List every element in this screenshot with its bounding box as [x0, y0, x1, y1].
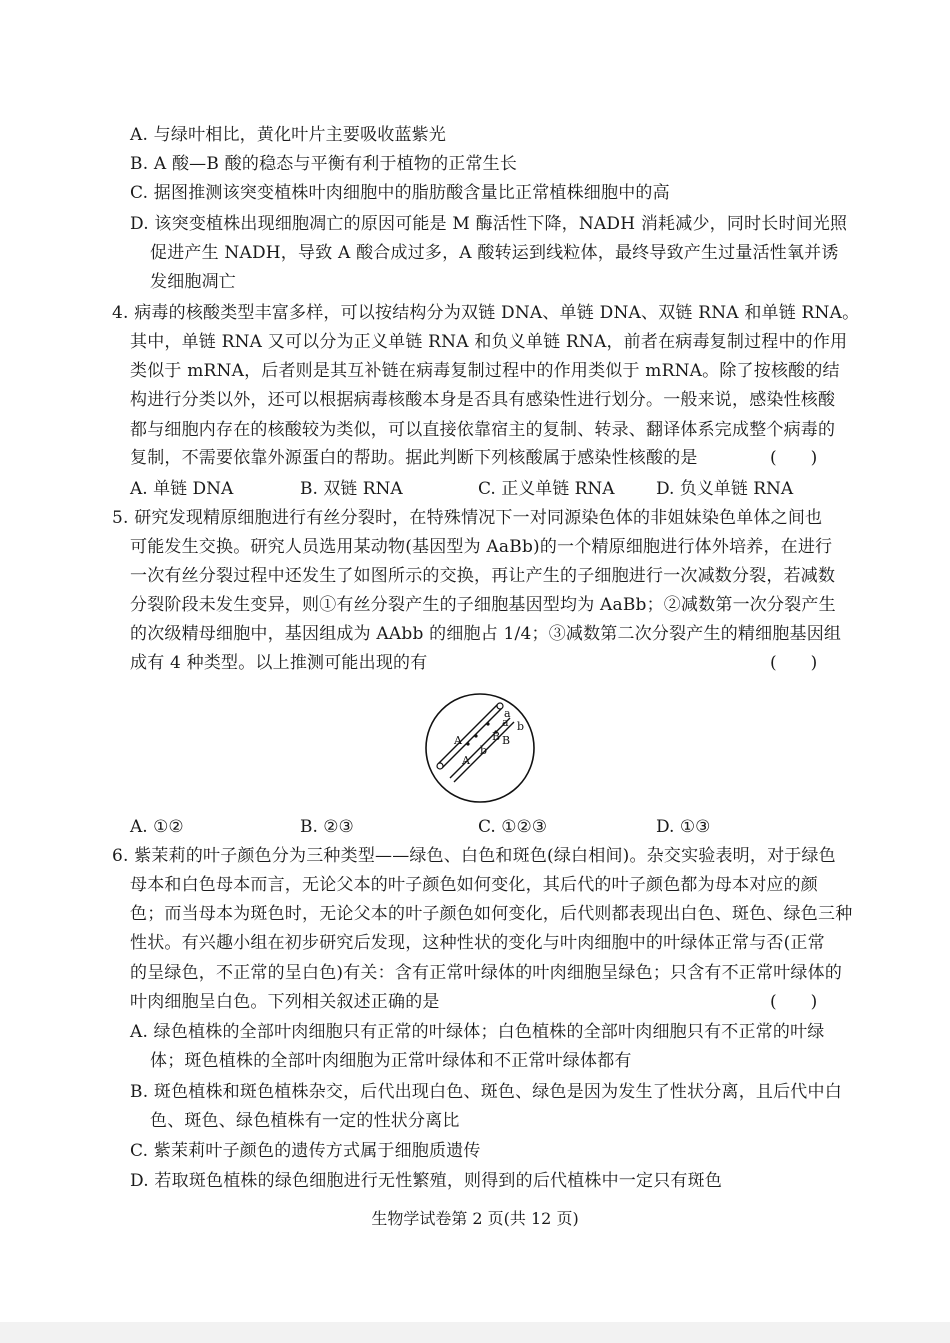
- q4-stem-line: 4. 病毒的核酸类型丰富多样，可以按结构分为双链 DNA、单链 DNA、双链 RNA 和单链 RNA。: [112, 303, 860, 323]
- q4-option-c: C. 正义单链 RNA: [478, 479, 615, 499]
- q4-option-a: A. 单链 DNA: [130, 479, 234, 499]
- gene-label: a: [504, 707, 511, 720]
- q5-answer-paren: ( ): [770, 653, 818, 673]
- q6-option-b: B. 斑色植株和斑色植株杂交，后代出现白色、斑色、绿色是因为发生了性状分离，且后代中白: [130, 1082, 842, 1102]
- q3-option-b: B. A 酸—B 酸的稳态与平衡有利于植物的正常生长: [130, 154, 518, 174]
- q5-options: [0, 816, 950, 838]
- q3-option-d: D. 该突变植株出现细胞凋亡的原因可能是 M 酶活性下降，NADH 消耗减少，同时长时间光照: [130, 214, 848, 234]
- q6-option-b-cont: 色、斑色、绿色植株有一定的性状分离比: [150, 1111, 460, 1131]
- q6-option-d: D. 若取斑色植株的绿色细胞进行无性繁殖，则得到的后代植株中一定只有斑色: [130, 1171, 723, 1191]
- gene-locus: [486, 722, 489, 725]
- q5-stem-line: 的次级精母细胞中，基因组成为 AAbb 的细胞占 1/4；③减数第二次分裂产生的精细胞基因组: [130, 624, 842, 644]
- q3-option-c: C. 据图推测该突变植株叶肉细胞中的脂肪酸含量比正常植株细胞中的高: [130, 183, 670, 203]
- q3-option-d-cont: 促进产生 NADH，导致 A 酸合成过多，A 酸转运到线粒体，最终导致产生过量活性氧并诱: [150, 243, 839, 263]
- q5-option-a: A. ①②: [130, 817, 184, 837]
- q5-option-d: D. ①③: [656, 817, 711, 837]
- q4-stem-line: 类似于 mRNA，后者则是其互补链在病毒复制过程中的作用类似于 mRNA。除了按核酸的结: [130, 361, 840, 381]
- gene-label: a: [502, 716, 509, 729]
- q5-stem-line: 分裂阶段未发生变异，则①有丝分裂产生的子细胞基因型均为 AaBb；②减数第一次分裂产生: [130, 595, 836, 615]
- q5-stem-line: 可能发生交换。研究人员选用某动物(基因型为 AaBb)的一个精原细胞进行体外培养，在进行: [130, 537, 833, 557]
- q6-option-a: A. 绿色植株的全部叶肉细胞只有正常的叶绿体；白色植株的全部叶肉细胞只有不正常的叶绿: [130, 1022, 825, 1042]
- q6-stem-line: 6. 紫茉莉的叶子颜色分为三种类型——绿色、白色和斑色(绿白相间)。杂交实验表明，对于绿色: [112, 846, 836, 866]
- q4-option-d: D. 负义单链 RNA: [656, 479, 794, 499]
- q4-stem-line: 都与细胞内存在的核酸较为类似，可以直接依靠宿主的复制、转录、翻译体系完成整个病毒的: [130, 420, 836, 440]
- q6-stem-line: 色；而当母本为斑色时，无论父本的叶子颜色如何变化，后代则都表现出白色、斑色、绿色三种: [130, 904, 853, 924]
- q6-option-c: C. 紫茉莉叶子颜色的遗传方式属于细胞质遗传: [130, 1141, 481, 1161]
- centromere: [437, 763, 443, 769]
- q5-option-c: C. ①②③: [478, 817, 547, 837]
- q5-stem-line: 5. 研究发现精原细胞进行有丝分裂时，在特殊情况下一对同源染色体的非姐妹染色单体之间也: [112, 508, 823, 528]
- q4-options: [0, 478, 950, 500]
- q5-stem-line: 一次有丝分裂过程中还发生了如图所示的交换，再让产生的子细胞进行一次减数分裂，若减数: [130, 566, 836, 586]
- q6-stem-line: 叶肉细胞呈白色。下列相关叙述正确的是: [130, 992, 440, 1012]
- q4-stem-line: 复制，不需要依靠外源蛋白的帮助。据此判断下列核酸属于感染性核酸的是: [130, 448, 698, 468]
- gene-locus: [466, 742, 469, 745]
- q3-option-a: A. 与绿叶相比，黄化叶片主要吸收蓝紫光: [130, 125, 447, 145]
- gene-label: A: [462, 754, 470, 767]
- q6-stem-line: 的呈绿色，不正常的呈白色)有关：含有正常叶绿体的叶肉细胞呈绿色；只含有不正常叶绿体的: [130, 963, 843, 983]
- q4-option-b: B. 双链 RNA: [300, 479, 403, 499]
- gene-label: A: [454, 734, 462, 747]
- q6-stem-line: 母本和白色母本而言，无论父本的叶子颜色如何变化，其后代的叶子颜色都为母本对应的颜: [130, 875, 818, 895]
- q6-option-a-cont: 体；斑色植株的全部叶肉细胞为正常叶绿体和不正常叶绿体都有: [150, 1051, 632, 1071]
- gene-label: B: [502, 734, 511, 747]
- scan-edge: [0, 1322, 950, 1343]
- gene-locus: [474, 734, 477, 737]
- q4-stem-line: 构进行分类以外，还可以根据病毒核酸本身是否具有感染性进行划分。一般来说，感染性核酸: [130, 390, 836, 410]
- gene-label: b: [480, 744, 488, 757]
- q6-stem-line: 性状。有兴趣小组在初步研究后发现，这种性状的变化与叶肉细胞中的叶绿体正常与否(正常: [130, 933, 825, 953]
- q6-answer-paren: ( ): [770, 992, 818, 1012]
- gene-label: B: [492, 730, 501, 743]
- q5-option-b: B. ②③: [300, 817, 354, 837]
- crossover-figure: [424, 692, 536, 804]
- q3-option-d-cont: 发细胞凋亡: [150, 272, 236, 292]
- gene-label: b: [517, 720, 525, 733]
- q4-answer-paren: ( ): [770, 448, 818, 468]
- q5-stem-line: 成有 4 种类型。以上推测可能出现的有: [130, 653, 428, 673]
- centromere: [497, 703, 503, 709]
- q4-stem-line: 其中，单链 RNA 又可以分为正义单链 RNA 和负义单链 RNA，前者在病毒复制过程中的作用: [130, 332, 848, 352]
- page-footer: 生物学试卷第 2 页(共 12 页): [371, 1209, 579, 1228]
- chromosome-crossover-diagram: [424, 692, 536, 804]
